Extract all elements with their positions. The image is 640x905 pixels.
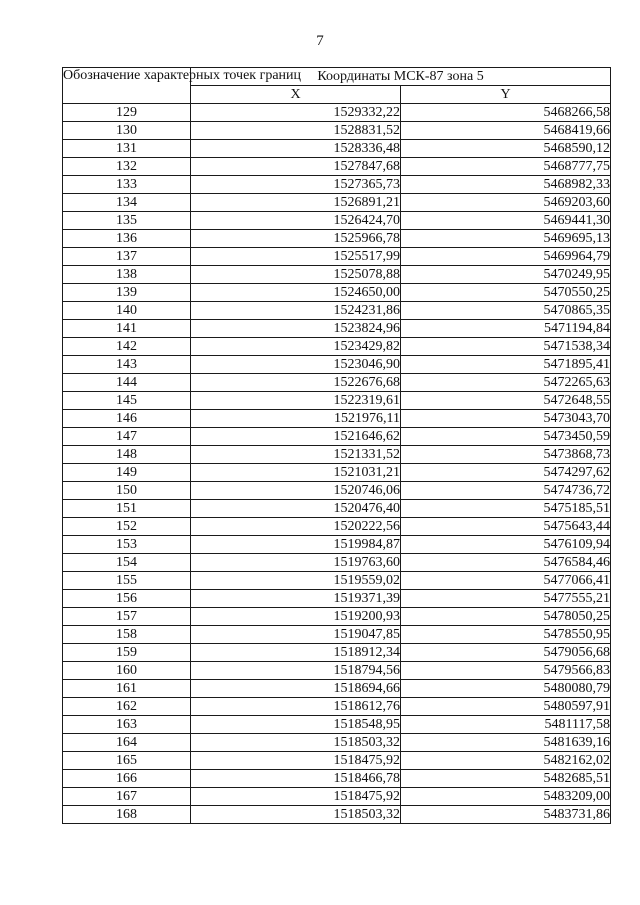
cell-point-number: 161 [63, 680, 191, 698]
cell-y-coordinate: 5478050,25 [401, 608, 611, 626]
cell-point-number: 166 [63, 770, 191, 788]
table-row [63, 374, 611, 392]
cell-x-coordinate: 1519763,60 [191, 554, 401, 572]
cell-y-coordinate: 5469964,79 [401, 248, 611, 266]
cell-point-number: 130 [63, 122, 191, 140]
cell-x-coordinate: 1524650,00 [191, 284, 401, 302]
cell-y-coordinate: 5481639,16 [401, 734, 611, 752]
cell-y-coordinate: 5479056,68 [401, 644, 611, 662]
table-row [63, 140, 611, 158]
cell-point-number: 131 [63, 140, 191, 158]
cell-y-coordinate: 5469441,30 [401, 212, 611, 230]
cell-x-coordinate: 1523824,96 [191, 320, 401, 338]
cell-point-number: 155 [63, 572, 191, 590]
table-header [63, 68, 611, 104]
cell-point-number: 167 [63, 788, 191, 806]
table-row [63, 680, 611, 698]
table-row [63, 662, 611, 680]
table-row [63, 644, 611, 662]
cell-x-coordinate: 1518794,56 [191, 662, 401, 680]
table-row [63, 608, 611, 626]
cell-y-coordinate: 5468266,58 [401, 104, 611, 122]
cell-x-coordinate: 1519984,87 [191, 536, 401, 554]
cell-x-coordinate: 1518694,66 [191, 680, 401, 698]
cell-point-number: 154 [63, 554, 191, 572]
cell-y-coordinate: 5480080,79 [401, 680, 611, 698]
table-row [63, 734, 611, 752]
table-row [63, 284, 611, 302]
cell-x-coordinate: 1518475,92 [191, 788, 401, 806]
table-row [63, 698, 611, 716]
cell-point-number: 165 [63, 752, 191, 770]
cell-x-coordinate: 1520222,56 [191, 518, 401, 536]
table-row [63, 806, 611, 824]
cell-x-coordinate: 1518466,78 [191, 770, 401, 788]
cell-point-number: 153 [63, 536, 191, 554]
cell-point-number: 140 [63, 302, 191, 320]
cell-x-coordinate: 1519200,93 [191, 608, 401, 626]
coordinates-table [62, 67, 611, 824]
cell-point-number: 156 [63, 590, 191, 608]
cell-y-coordinate: 5470865,35 [401, 302, 611, 320]
table-row [63, 788, 611, 806]
cell-point-number: 150 [63, 482, 191, 500]
cell-y-coordinate: 5478550,95 [401, 626, 611, 644]
cell-y-coordinate: 5470249,95 [401, 266, 611, 284]
cell-point-number: 138 [63, 266, 191, 284]
cell-x-coordinate: 1521646,62 [191, 428, 401, 446]
table-row [63, 536, 611, 554]
cell-y-coordinate: 5468419,66 [401, 122, 611, 140]
header-coordinates: Координаты МСК-87 зона 5 [191, 68, 611, 86]
table-row [63, 464, 611, 482]
cell-x-coordinate: 1521976,11 [191, 410, 401, 428]
cell-x-coordinate: 1527847,68 [191, 158, 401, 176]
cell-point-number: 151 [63, 500, 191, 518]
cell-y-coordinate: 5469203,60 [401, 194, 611, 212]
table-row [63, 320, 611, 338]
cell-point-number: 143 [63, 356, 191, 374]
cell-y-coordinate: 5479566,83 [401, 662, 611, 680]
cell-y-coordinate: 5474736,72 [401, 482, 611, 500]
table-row [63, 338, 611, 356]
table-body [63, 104, 611, 824]
header-x: X [191, 86, 401, 104]
cell-x-coordinate: 1518503,32 [191, 734, 401, 752]
cell-point-number: 168 [63, 806, 191, 824]
cell-x-coordinate: 1523429,82 [191, 338, 401, 356]
cell-point-number: 134 [63, 194, 191, 212]
cell-x-coordinate: 1525517,99 [191, 248, 401, 266]
cell-y-coordinate: 5481117,58 [401, 716, 611, 734]
cell-point-number: 147 [63, 428, 191, 446]
cell-y-coordinate: 5471194,84 [401, 320, 611, 338]
cell-point-number: 142 [63, 338, 191, 356]
cell-x-coordinate: 1528831,52 [191, 122, 401, 140]
table-row [63, 446, 611, 464]
cell-point-number: 135 [63, 212, 191, 230]
cell-point-number: 152 [63, 518, 191, 536]
cell-x-coordinate: 1521331,52 [191, 446, 401, 464]
cell-x-coordinate: 1519559,02 [191, 572, 401, 590]
cell-x-coordinate: 1518612,76 [191, 698, 401, 716]
cell-x-coordinate: 1525966,78 [191, 230, 401, 248]
table-row [63, 158, 611, 176]
cell-x-coordinate: 1519371,39 [191, 590, 401, 608]
cell-point-number: 164 [63, 734, 191, 752]
cell-y-coordinate: 5468982,33 [401, 176, 611, 194]
table-row [63, 716, 611, 734]
cell-y-coordinate: 5477066,41 [401, 572, 611, 590]
table-row [63, 266, 611, 284]
table-row [63, 302, 611, 320]
cell-y-coordinate: 5476109,94 [401, 536, 611, 554]
cell-x-coordinate: 1526424,70 [191, 212, 401, 230]
table-row [63, 194, 611, 212]
table-row [63, 554, 611, 572]
cell-point-number: 160 [63, 662, 191, 680]
cell-x-coordinate: 1524231,86 [191, 302, 401, 320]
cell-x-coordinate: 1527365,73 [191, 176, 401, 194]
cell-y-coordinate: 5473868,73 [401, 446, 611, 464]
cell-y-coordinate: 5477555,21 [401, 590, 611, 608]
cell-y-coordinate: 5470550,25 [401, 284, 611, 302]
cell-x-coordinate: 1520476,40 [191, 500, 401, 518]
table-row [63, 122, 611, 140]
cell-y-coordinate: 5476584,46 [401, 554, 611, 572]
table-row [63, 104, 611, 122]
cell-point-number: 144 [63, 374, 191, 392]
table-row [63, 770, 611, 788]
cell-x-coordinate: 1520746,06 [191, 482, 401, 500]
page-number: 7 [316, 33, 324, 49]
cell-point-number: 148 [63, 446, 191, 464]
cell-point-number: 139 [63, 284, 191, 302]
cell-y-coordinate: 5471895,41 [401, 356, 611, 374]
cell-point-number: 159 [63, 644, 191, 662]
table-row [63, 230, 611, 248]
table-row [63, 500, 611, 518]
cell-point-number: 145 [63, 392, 191, 410]
table-row [63, 410, 611, 428]
cell-y-coordinate: 5483731,86 [401, 806, 611, 824]
cell-y-coordinate: 5475185,51 [401, 500, 611, 518]
cell-point-number: 133 [63, 176, 191, 194]
cell-point-number: 157 [63, 608, 191, 626]
cell-y-coordinate: 5472265,63 [401, 374, 611, 392]
cell-point-number: 146 [63, 410, 191, 428]
cell-x-coordinate: 1526891,21 [191, 194, 401, 212]
header-designation: Обозначение характерных точек границ [63, 68, 191, 104]
cell-y-coordinate: 5468777,75 [401, 158, 611, 176]
cell-y-coordinate: 5469695,13 [401, 230, 611, 248]
table-row [63, 626, 611, 644]
table-row [63, 212, 611, 230]
cell-point-number: 137 [63, 248, 191, 266]
cell-y-coordinate: 5475643,44 [401, 518, 611, 536]
cell-x-coordinate: 1528336,48 [191, 140, 401, 158]
cell-y-coordinate: 5471538,34 [401, 338, 611, 356]
cell-x-coordinate: 1519047,85 [191, 626, 401, 644]
cell-point-number: 162 [63, 698, 191, 716]
cell-point-number: 136 [63, 230, 191, 248]
cell-point-number: 149 [63, 464, 191, 482]
cell-x-coordinate: 1518475,92 [191, 752, 401, 770]
table-row [63, 572, 611, 590]
cell-point-number: 141 [63, 320, 191, 338]
cell-x-coordinate: 1522676,68 [191, 374, 401, 392]
cell-y-coordinate: 5483209,00 [401, 788, 611, 806]
table-row [63, 482, 611, 500]
cell-x-coordinate: 1521031,21 [191, 464, 401, 482]
cell-y-coordinate: 5473450,59 [401, 428, 611, 446]
table-row [63, 248, 611, 266]
cell-y-coordinate: 5468590,12 [401, 140, 611, 158]
cell-x-coordinate: 1523046,90 [191, 356, 401, 374]
cell-point-number: 132 [63, 158, 191, 176]
cell-x-coordinate: 1518548,95 [191, 716, 401, 734]
cell-x-coordinate: 1529332,22 [191, 104, 401, 122]
cell-point-number: 163 [63, 716, 191, 734]
cell-point-number: 129 [63, 104, 191, 122]
cell-y-coordinate: 5473043,70 [401, 410, 611, 428]
table-row [63, 392, 611, 410]
table-row [63, 590, 611, 608]
cell-point-number: 158 [63, 626, 191, 644]
cell-x-coordinate: 1518912,34 [191, 644, 401, 662]
cell-y-coordinate: 5482685,51 [401, 770, 611, 788]
cell-x-coordinate: 1518503,32 [191, 806, 401, 824]
header-y: Y [401, 86, 611, 104]
cell-y-coordinate: 5474297,62 [401, 464, 611, 482]
cell-y-coordinate: 5480597,91 [401, 698, 611, 716]
table-row [63, 356, 611, 374]
cell-y-coordinate: 5482162,02 [401, 752, 611, 770]
table-row [63, 518, 611, 536]
cell-x-coordinate: 1522319,61 [191, 392, 401, 410]
table-row [63, 176, 611, 194]
table-row [63, 428, 611, 446]
cell-y-coordinate: 5472648,55 [401, 392, 611, 410]
table-row [63, 752, 611, 770]
cell-x-coordinate: 1525078,88 [191, 266, 401, 284]
